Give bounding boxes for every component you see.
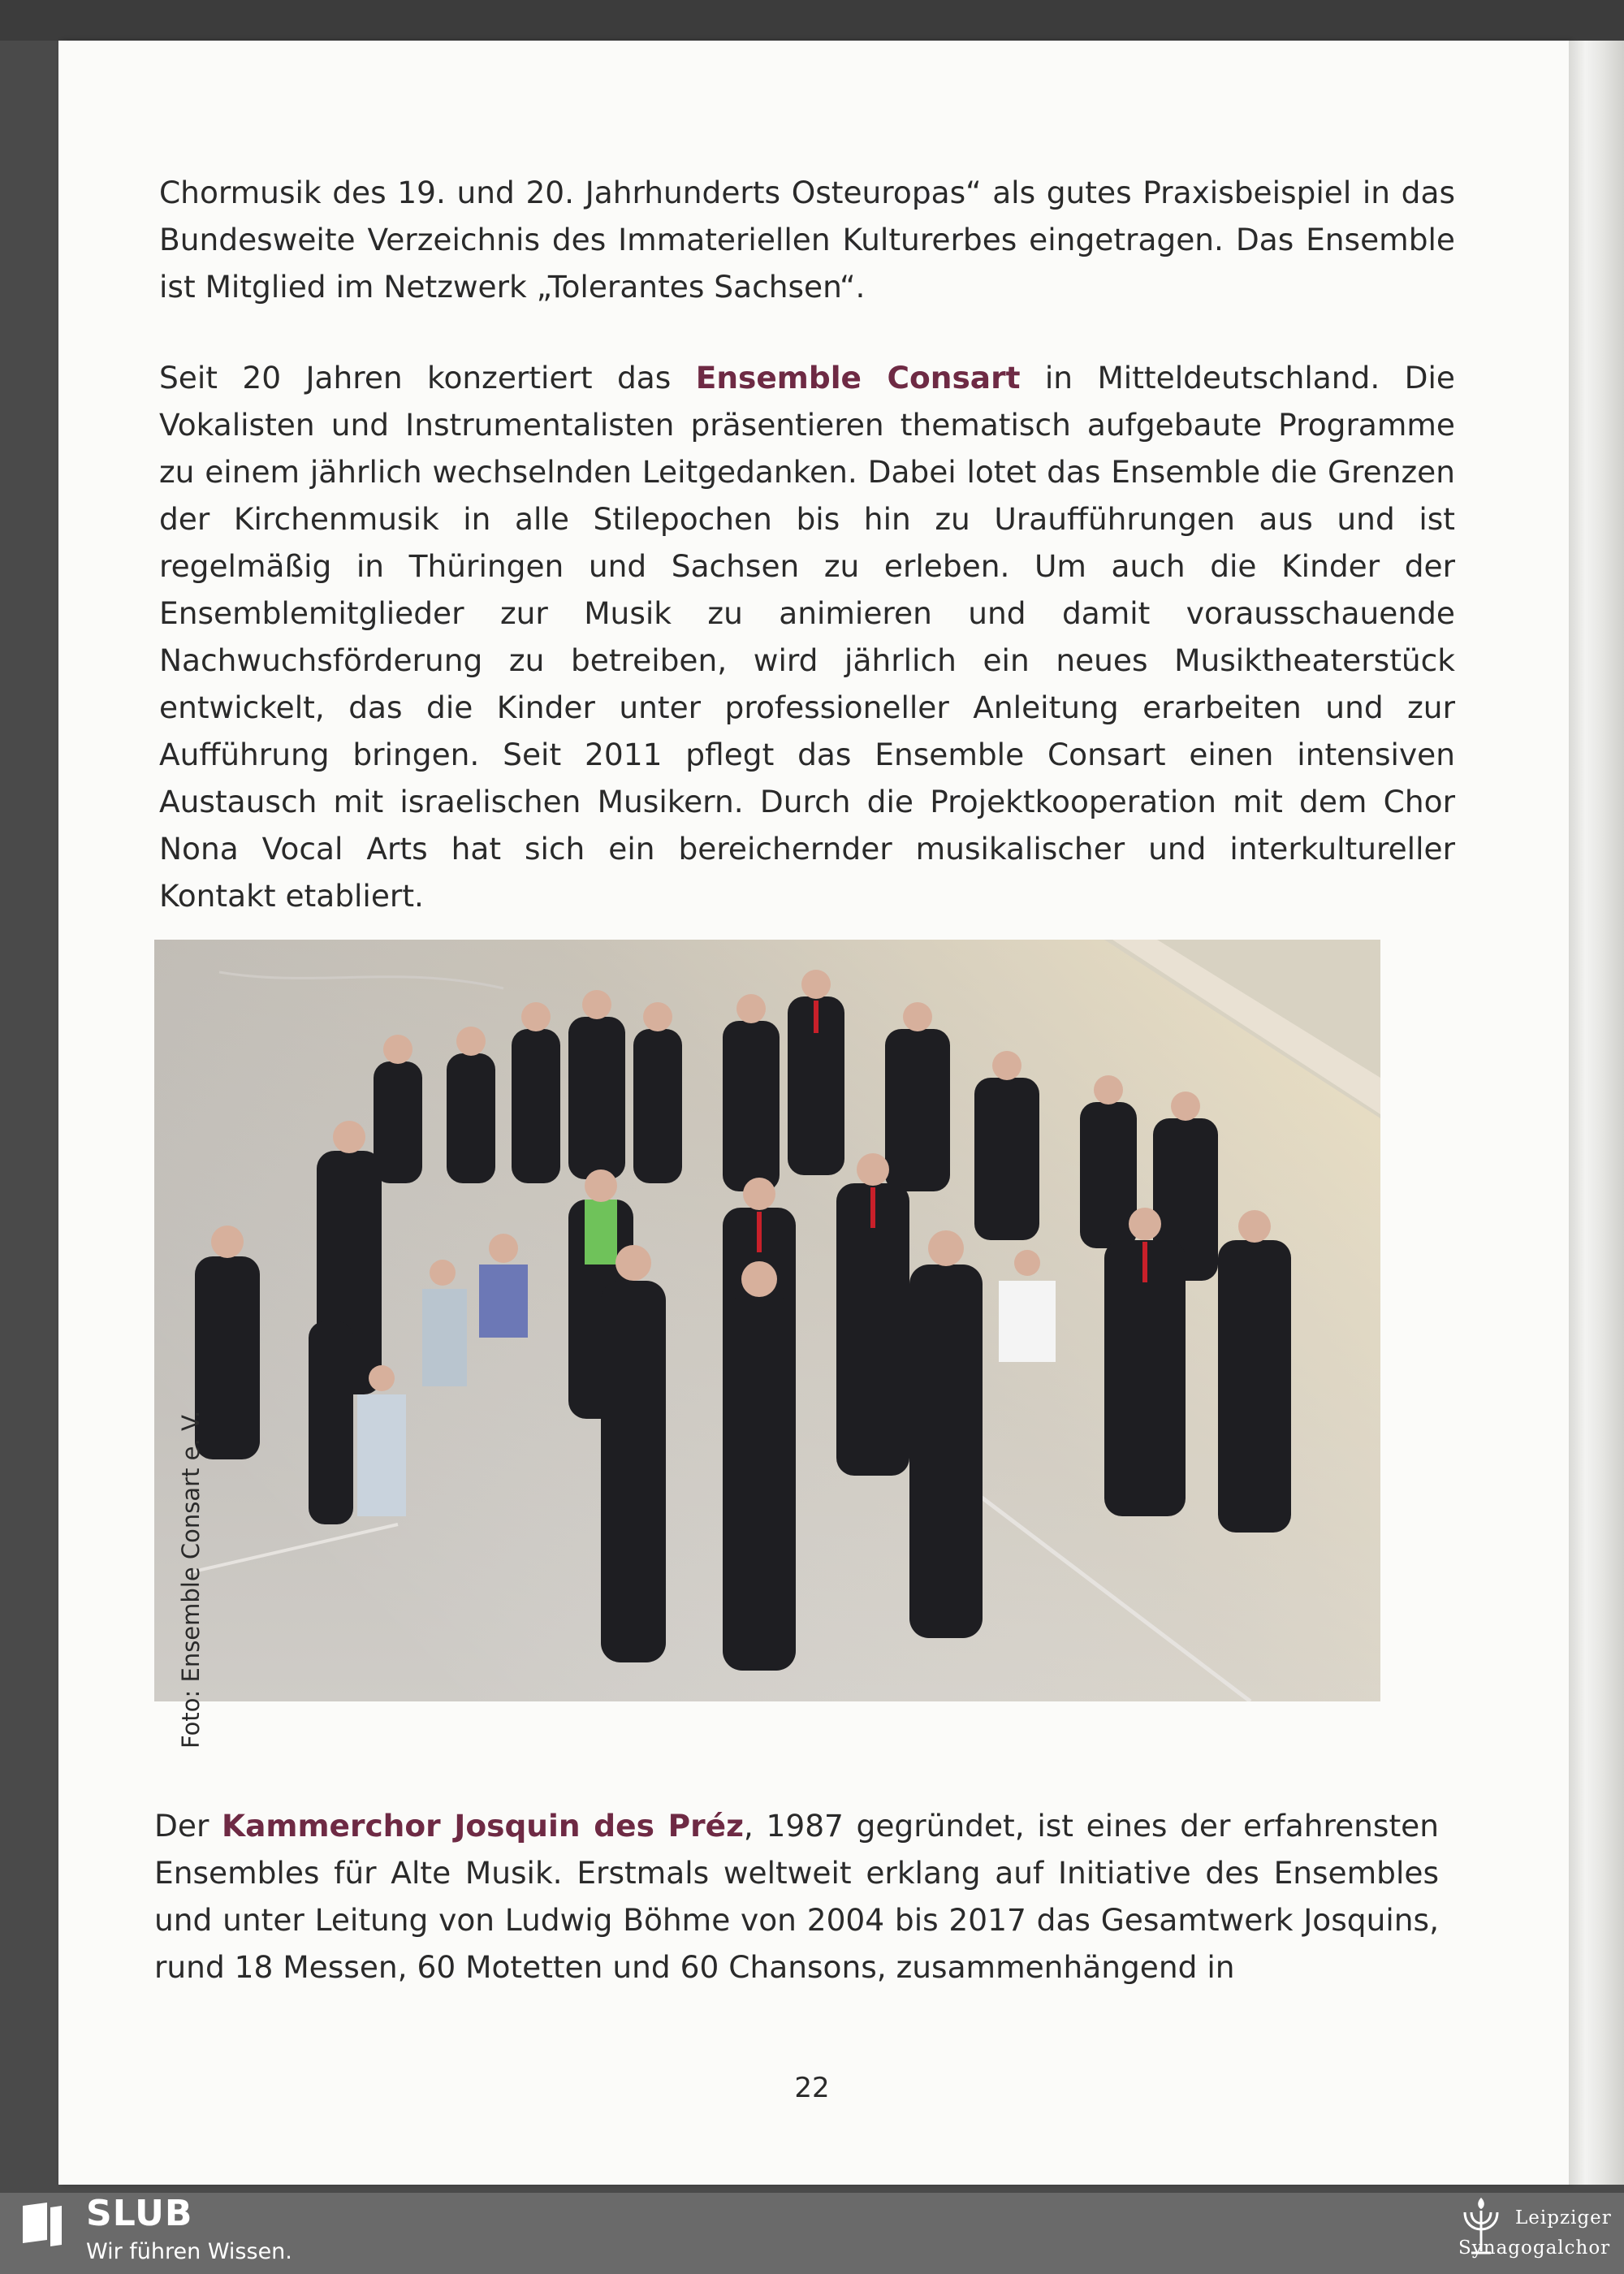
library-tagline: Wir führen Wissen. xyxy=(86,2239,292,2264)
ensemble-consart-name: Ensemble Consart xyxy=(695,360,1021,396)
paragraph-ensemble-consart-body: in Mitteldeutschland. Die Vokalisten und Instrumentalisten präsentieren thematisch aufgebaute Programme zu einem jährlich wechselnden Leitgedanken. Dabei lotet das Ensemble die Grenzen der Kirchenmusik in alle Stilepochen bis hin zu Uraufführungen aus und ist regelmäßig in Thüringen und Sachsen zu erleben. Um auch die Kinder der Ensemblemitglieder zur Musik zu animieren und damit vorausschauende Nachwuchsförderung zu betreiben, wird jährlich ein neues Musiktheaterstück entwickelt, das die Kinder unter professioneller Anleitung erarbeiten und zur Aufführung bringen. Seit 2011 pflegt das Ensemble Consart einen intensiven Austausch mit israelischen Musikern. Durch die Projektkooperation mit dem Chor Nona Vocal Arts hat sich ein bereichernder musikalischer und interkultureller Kontakt etabliert. xyxy=(159,360,1456,914)
kammerchor-name: Kammerchor Josquin des Préz xyxy=(222,1808,744,1844)
photo-credit: Foto: Ensemble Consart e. V. xyxy=(177,1410,205,1749)
choir-logo-line1: Leipziger xyxy=(1515,2207,1612,2229)
scan-background xyxy=(0,0,1624,41)
paragraph-ensemble-consart-intro: Seit 20 Jahren konzertiert das xyxy=(159,360,696,396)
library-name[interactable]: SLUB xyxy=(86,2193,193,2234)
paragraph-kammerchor-intro: Der xyxy=(154,1808,222,1844)
paragraph-kammerchor xyxy=(154,1802,1439,1991)
book-icon[interactable] xyxy=(19,2201,65,2250)
paragraph-ensemble-consart xyxy=(159,354,1455,919)
choir-logo-line2: Synagogalchor xyxy=(1458,2237,1611,2259)
paragraph-kulturerbe: Chormusik des 19. und 20. Jahrhunderts Osteuropas“ als gutes Praxisbeispiel in das Bundesweite Verzeichnis des Immateriellen Kulturerbes eingetragen. Das Ensemble ist Mitglied im Netzwerk „Tolerantes Sachsen“. xyxy=(159,175,1455,305)
group-photo-illustration xyxy=(154,940,1380,1701)
paragraph-kammerchor-body: , 1987 gegründet, ist eines der erfahrensten Ensembles für Alte Musik. Erstmals weltweit erklang auf Initiative des Ensembles und unter Leitung von Ludwig Böhme von 2004 bis 2017 das Gesamtwerk Josquins, rund 18 Messen, 60 Motetten und 60 Chansons, zusammenhängend in xyxy=(154,1808,1439,1985)
ensemble-group-photo xyxy=(154,940,1380,1701)
next-page-edge xyxy=(1569,41,1624,2185)
page-number: 22 xyxy=(794,2072,830,2104)
